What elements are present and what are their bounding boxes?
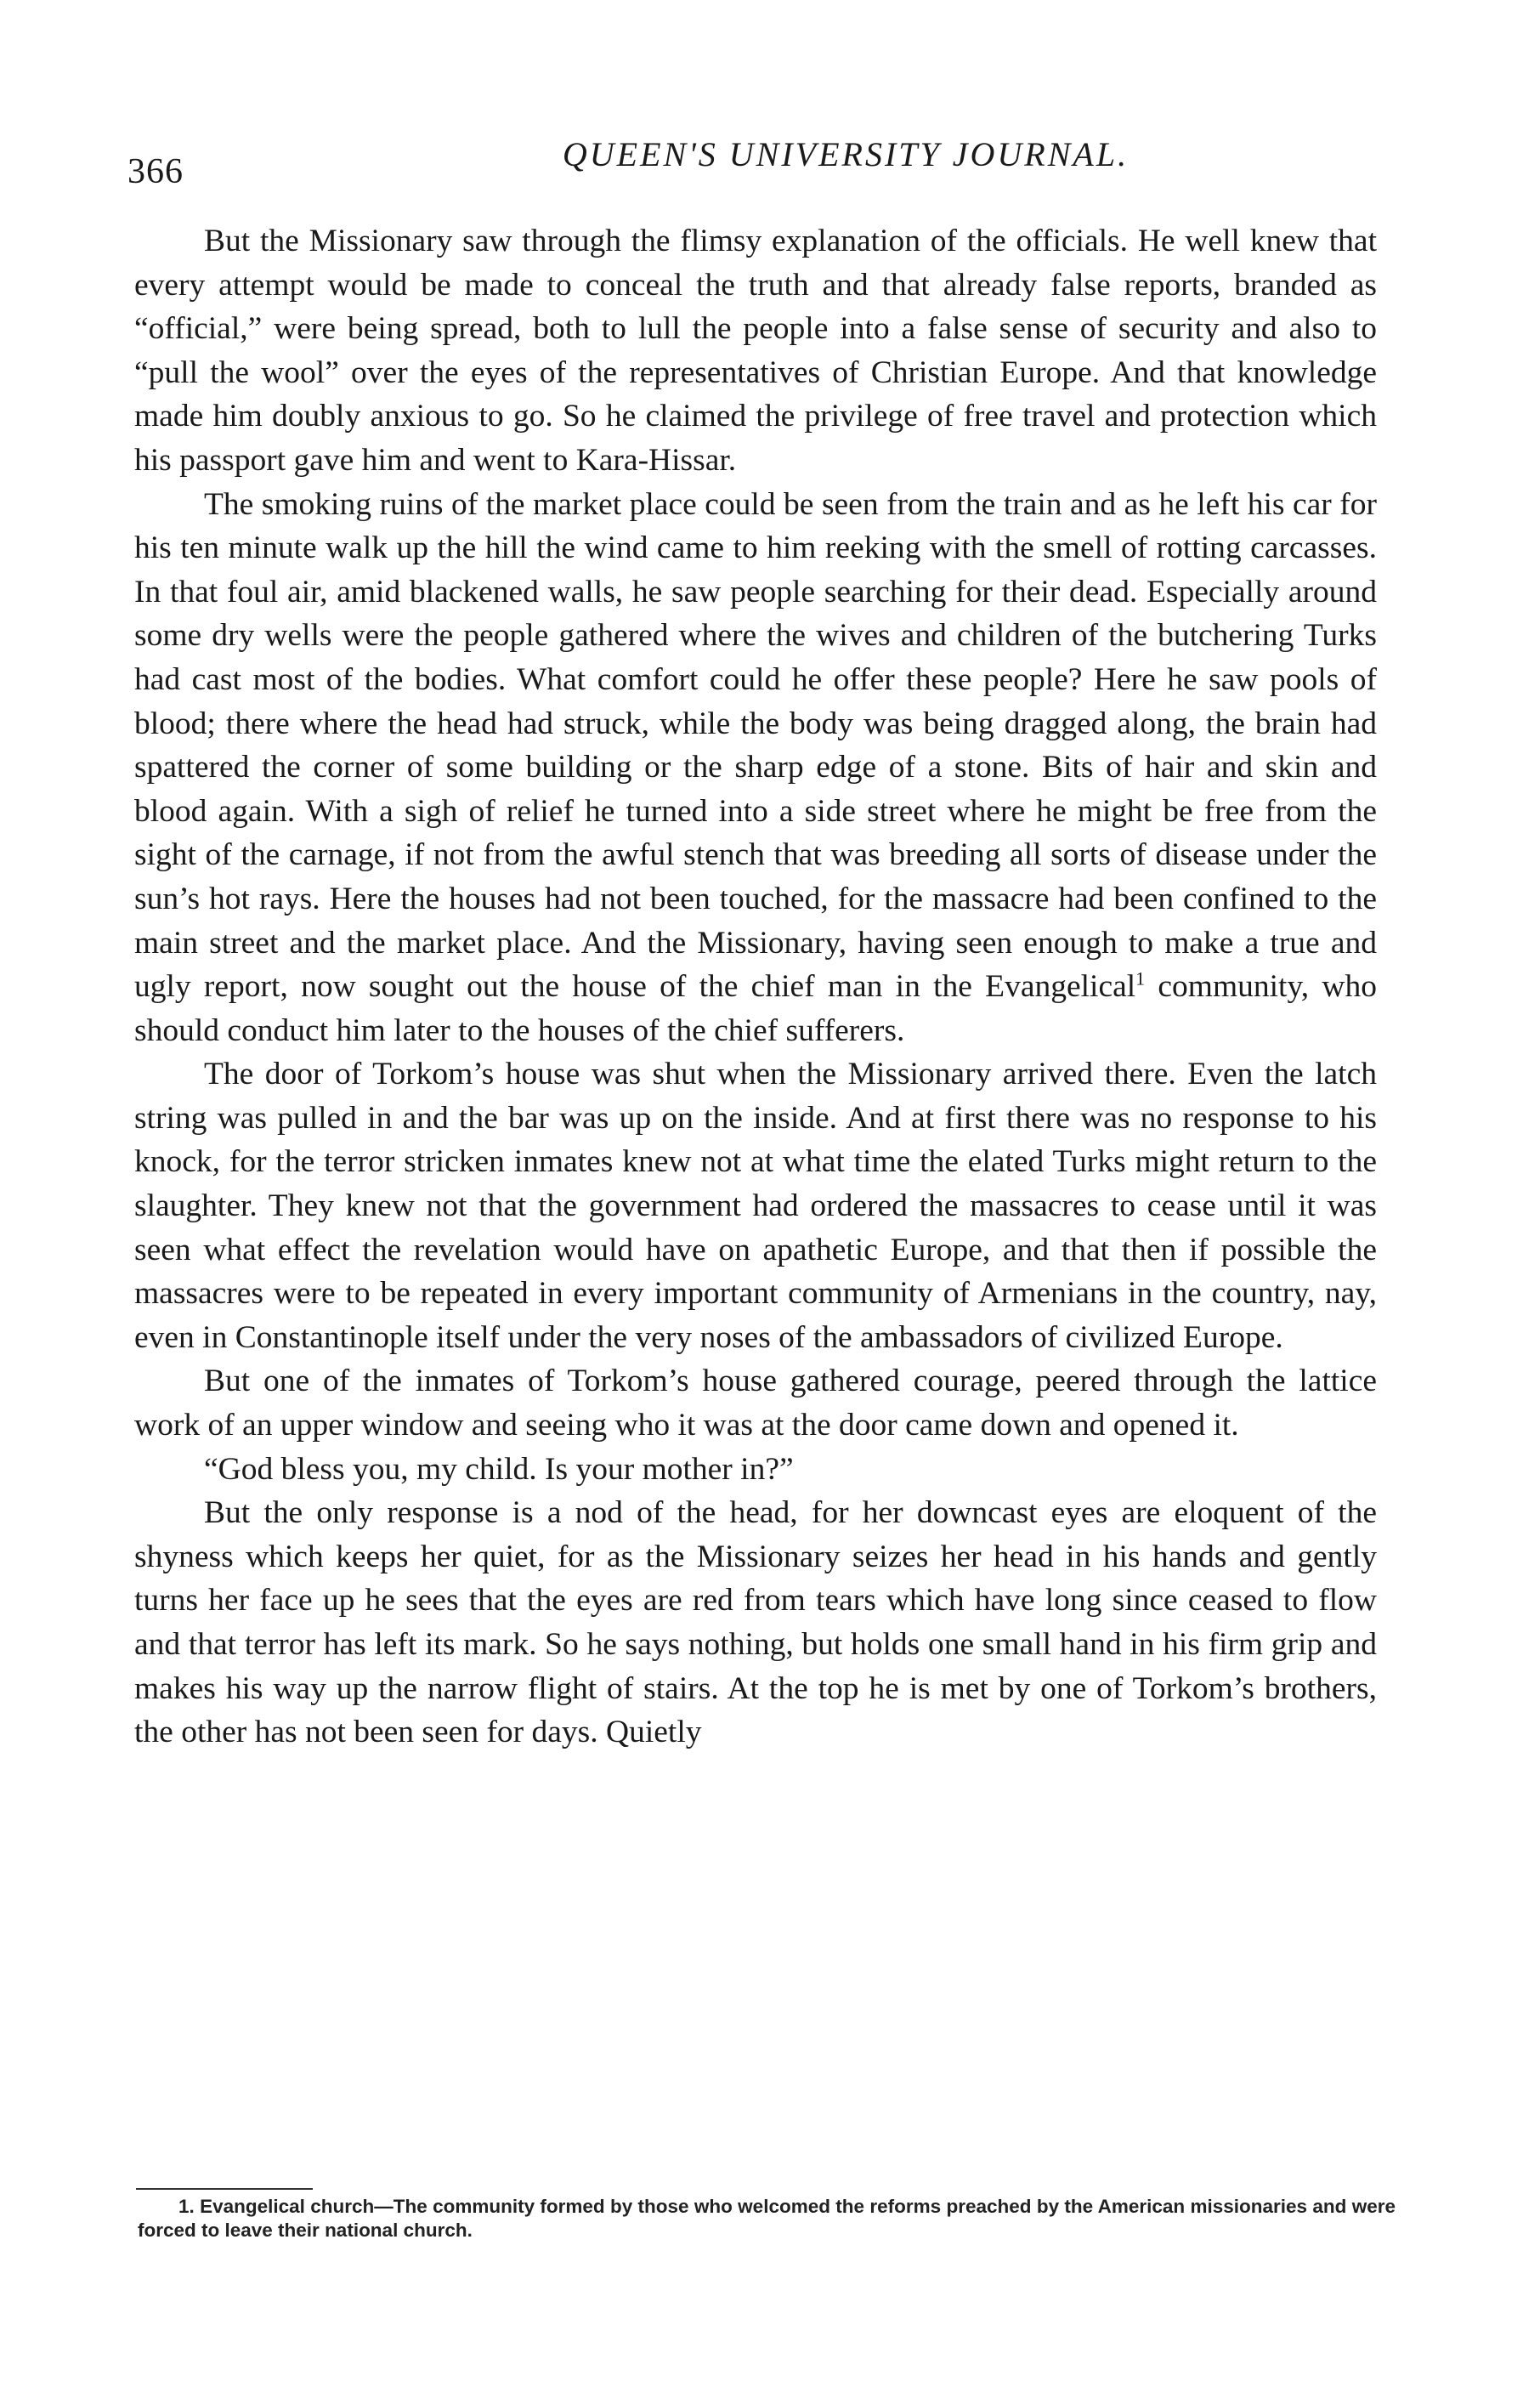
footnote bbox=[138, 2195, 1396, 2242]
footnote-number: 1. bbox=[178, 2196, 195, 2217]
paragraph bbox=[134, 483, 1377, 1053]
footnote-divider bbox=[136, 2188, 313, 2190]
running-head: QUEEN'S UNIVERSITY JOURNAL. bbox=[562, 135, 1130, 173]
dialogue-line: “God bless you, my child. Is your mother in?” bbox=[204, 1451, 794, 1487]
paragraph-text: The smoking ruins of the market place could be seen from the train and as he left his car for his ten minute walk up the hill the wind came to him reeking with the smell of rotting carcasses. In that foul air, amid blackened walls, he saw people searching for their dead. Especially around some dry wells were the people gathered where the wives and children of the butchering Turks had cast most of the bodies. What comfort could he offer these people? Here he saw pools of blood; there where the head had struck, while the body was being dragged along, the brain had spattered the corner of some building or the sharp edge of a stone. Bits of hair and skin and blood again. With a sigh of relief he turned into a side street where he might be free from the sight of the carnage, if not from the awful stench that was breeding all sorts of disease under the sun’s hot rays. Here the houses had not been touched, for the massacre had been confined to the main street and the market place. And the Missionary, having seen enough to make a true and ugly report, now sought out the house of the chief man in the Evangelical bbox=[134, 486, 1377, 1005]
paragraph: But the Missionary saw through the flimsy explanation of the officials. He well knew that every attempt would be made to conceal the truth and that already false reports, branded as “official,” were being spread, both to lull the people into a false sense of security and also to “pull the wool” over the eyes of the representatives of Christian Europe. And that knowledge made him doubly anxious to go. So he claimed the privilege of free travel and protection which his passport gave him and went to Kara-Hissar. bbox=[134, 224, 1377, 478]
page-number: 366 bbox=[127, 152, 184, 191]
paragraph: But the only response is a nod of the head, for her downcast eyes are eloquent of the shyness which keeps her quiet, for as the Missionary seizes her head in his hands and gently turns her face up he sees that the eyes are red from tears which have long since ceased to flow and that terror has left its mark. So he says nothing, but holds one small hand in his firm grip and makes his way up the narrow flight of stairs. At the top he is met by one of Torkom’s brothers, the other has not been seen for days. Quietly bbox=[134, 1495, 1377, 1750]
paragraph: But one of the inmates of Torkom’s house gathered courage, peered through the lattice work of an upper window and seeing who it was at the door came down and opened it. bbox=[134, 1364, 1377, 1443]
footnote-text: Evangelical church—The community formed by those who welcomed the reforms preached by the American missionaries and were forced to leave their national church. bbox=[138, 2196, 1396, 2241]
body-text bbox=[134, 219, 1377, 1755]
page-header bbox=[127, 134, 1385, 191]
footnote-reference[interactable]: 1 bbox=[1135, 967, 1146, 989]
paragraph-text: community, who should conduct him later to the houses of the chief sufferers. bbox=[134, 969, 1377, 1048]
paragraph: The door of Torkom’s house was shut when the Missionary arrived there. Even the latch string was pulled in and the bar was up on the inside. And at first there was no response to his knock, for the terror stricken inmates knew not at what time the elated Turks might return to the slaughter. They knew not that the government had ordered the massacres to cease until it was seen what effect the revelation would have on apathetic Europe, and that then if possible the massacres were to be repeated in every important community of Armenians in the country, nay, even in Constantinople itself under the very noses of the ambassadors of civilized Europe. bbox=[134, 1057, 1377, 1355]
